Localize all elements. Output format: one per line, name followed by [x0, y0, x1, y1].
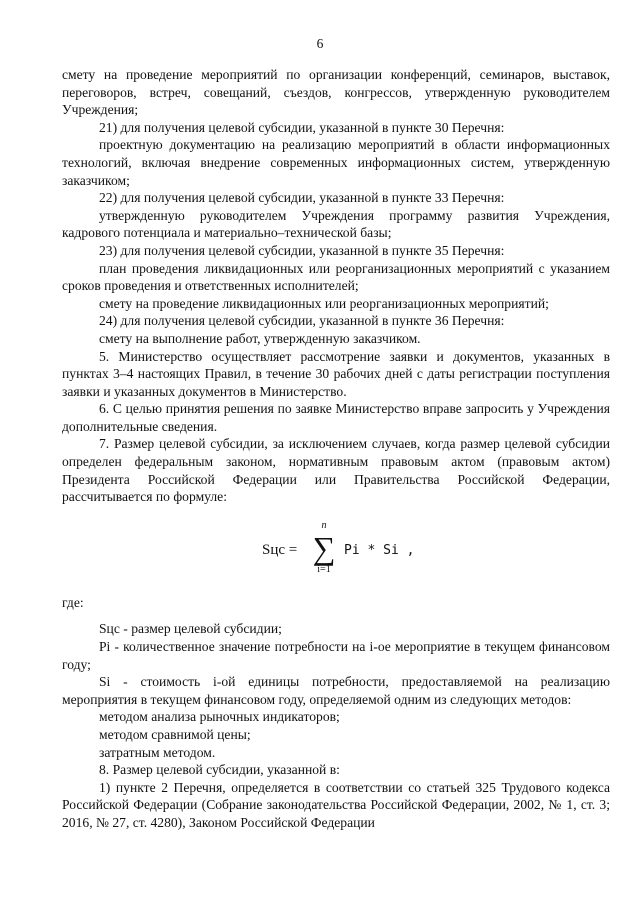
definition-paragraph: Sцс - размер целевой субсидии;	[99, 621, 282, 637]
definition-paragraph: методом анализа рыночных индикаторов;	[99, 709, 340, 725]
definition-paragraph: затратным методом.	[99, 744, 216, 760]
formula-operator: *	[359, 542, 384, 558]
sum-upper-limit: n	[321, 519, 327, 531]
sum-operator	[312, 520, 336, 576]
formula-lhs: Sцс =	[262, 541, 298, 558]
definition-paragraph: методом сравнимой цены;	[99, 727, 251, 742]
where-label: где:	[62, 594, 84, 610]
formula-s: Si	[383, 542, 399, 558]
paragraph: 5. Министерство осуществляет рассмотрение заявки и документов, указанных в пунктах 3–4 настоящих Правил, в течение 30 рабочих дней с даты регистрации поступления заявки и указанных документов в Министерство.	[62, 348, 610, 399]
document-body	[62, 66, 610, 832]
sum-lower-limit: i=1	[317, 563, 331, 575]
paragraph: 7. Размер целевой субсидии, за исключением случаев, когда размер целевой субсидии определен федеральным законом, нормативным правовым актом (правовым актом) Президента Российской Федерации или Правительства Российской Федерации, рассчитывается по формуле:	[62, 436, 610, 505]
formula	[62, 520, 610, 586]
definition-paragraph: 8. Размер целевой субсидии, указанной в:	[99, 762, 340, 778]
paragraph: 24) для получения целевой субсидии, указанной в пункте 36 Перечня:	[99, 313, 505, 329]
formula-rhs	[344, 542, 414, 560]
formula-p: Pi	[344, 542, 360, 558]
sigma-symbol: ∑	[312, 529, 336, 566]
paragraph: проектную документацию на реализацию мероприятий в области информационных технологий, включая внедрение современных информационных систем, утвержденную заказчиком;	[62, 137, 610, 188]
page-number: 6	[316, 36, 324, 51]
paragraph: план проведения ликвидационных или реорганизационных мероприятий с указанием сроков проведения и ответственных исполнителей;	[62, 260, 610, 294]
paragraph: 21) для получения целевой субсидии, указанной в пункте 30 Перечня:	[99, 119, 505, 135]
definition-paragraph: Pi - количественное значение потребности на i-ое мероприятие в текущем финансовом году;	[62, 639, 610, 672]
paragraph: 22) для получения целевой субсидии, указанной в пункте 33 Перечня:	[99, 190, 505, 206]
paragraph: 23) для получения целевой субсидии, указанной в пункте 35 Перечня:	[99, 242, 505, 258]
paragraph: 6. С целью принятия решения по заявке Министерство вправе запросить у Учреждения дополнительные сведения.	[62, 401, 610, 434]
paragraphs-top	[62, 66, 610, 506]
formula-end: ,	[398, 542, 415, 558]
paragraph: смету на проведение мероприятий по организации конференций, семинаров, выставок, переговоров, встреч, совещаний, съездов, конгрессов, утвержденную руководителем Учреждения;	[62, 67, 610, 118]
paragraph: смету на проведение ликвидационных или реорганизационных мероприятий;	[99, 295, 549, 311]
definition-paragraph: Si - стоимость i-ой единицы потребности, предоставляемой на реализацию мероприятия в текущем финансовом году, определяемой одним из следующих методов:	[62, 674, 610, 707]
paragraph: смету на выполнение работ, утвержденную заказчиком.	[99, 330, 421, 346]
definition-paragraph: 1) пункте 2 Перечня, определяется в соответствии со статьей 325 Трудового кодекса Российской Федерации (Собрание законодательства Российской Федерации, 2002, № 1, ст. 3; 2016, № 27, ст. 4280), Законом Российской Федерации	[62, 779, 610, 830]
definitions	[62, 620, 610, 831]
paragraph: утвержденную руководителем Учреждения программу развития Учреждения, кадрового потенциала и материально–технической базы;	[62, 207, 610, 241]
